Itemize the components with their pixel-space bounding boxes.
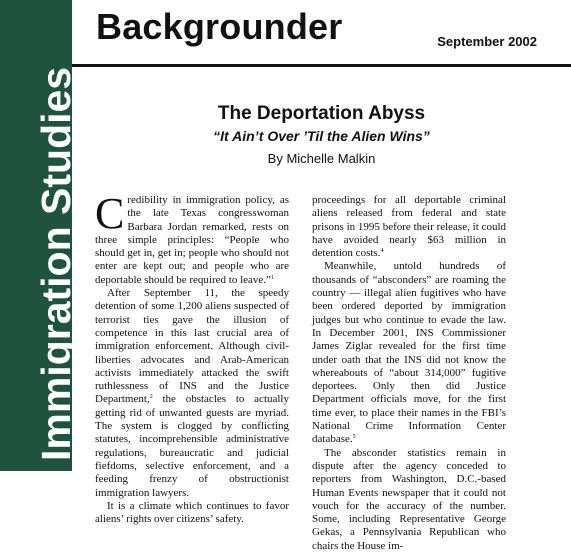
article-title: The Deportation Abyss (217, 103, 426, 124)
paragraph (95, 500, 289, 527)
footnote-ref: 5 (352, 434, 356, 441)
paragraph-text: redibility in immigration policy, as the late Texas congresswoman Barbara Jordan remarked, rests on three simple principles: “People who should get in, get in; people who should not enter are kept out; and people who are deportable should be required to leave.” (95, 194, 289, 286)
footnote-ref: 1 (270, 274, 274, 281)
paragraph-text: the obstacles to actually getting rid of unwanted guests are myriad. The system is clogged by conflicting statutes, incomprehensible administrative regulations, bureaucratic and judicial fiefdoms, selective enforcement, and a feeding frenzy of obstructionist immigration lawyers. (95, 393, 289, 499)
paragraph (312, 260, 506, 446)
header-rule (72, 64, 571, 67)
article-subtitle: “It Ain’t Over ’Til the Alien Wins” (213, 128, 430, 144)
drop-cap: C (95, 189, 125, 238)
paragraph-text: The absconder statistics remain in dispute after the agency conceded to reporters from Washington, D.C.-based Human Events newspaper that it could not vouch for the accuracy of the number. Some, including Representative George Gekas, a Pennsylvania Republican who chairs the House im- (312, 446, 506, 552)
masthead-title: Backgrounder (96, 6, 343, 47)
paragraph-text: proceedings for all deportable criminal aliens released from federal and state prisons in 1995 before their release, it could have avoided nearly $63 million in detention costs. (312, 194, 506, 260)
paragraph (312, 194, 506, 260)
article-byline: By Michelle Malkin (267, 151, 376, 166)
footnote-ref: 2 (149, 394, 153, 401)
footnote-ref: 4 (380, 248, 384, 255)
paragraph (95, 189, 289, 287)
paragraph-text: After September 11, the speedy detention of some 1,200 aliens suspected of terrorist ties gave the illusion of competence in this last crucial area of immigration enforcement. Although civil-liberties advocates and Arab-American activists immediately attacked the swift ruthlessness of INS and the Justice Department, (95, 287, 289, 406)
paragraph-text: It is a climate which continues to favor aliens’ rights over citizens’ safety. (95, 499, 289, 526)
sidebar-title: Immigration Studies (33, 66, 79, 461)
sidebar (0, 0, 79, 471)
paragraph-text: Meanwhile, untold hundreds of thousands of “absconders” are roaming the country — illegal alien fugitives who have been ordered deported by immigration judges but who continue to evade the law. In December 2001, INS Commissioner James Ziglar revealed for the first time under oath that the INS did not know the whereabouts of “about 314,000” fugitive deportees. Only then did Justice Department officials move, for the first time ever, to place their names in the FBI’s National Crime Information Center database. (312, 260, 506, 446)
issue-date: September 2002 (437, 34, 537, 49)
article-column-right (312, 194, 506, 552)
paragraph (95, 287, 289, 500)
article-column-left (95, 189, 289, 526)
paragraph (312, 447, 506, 553)
